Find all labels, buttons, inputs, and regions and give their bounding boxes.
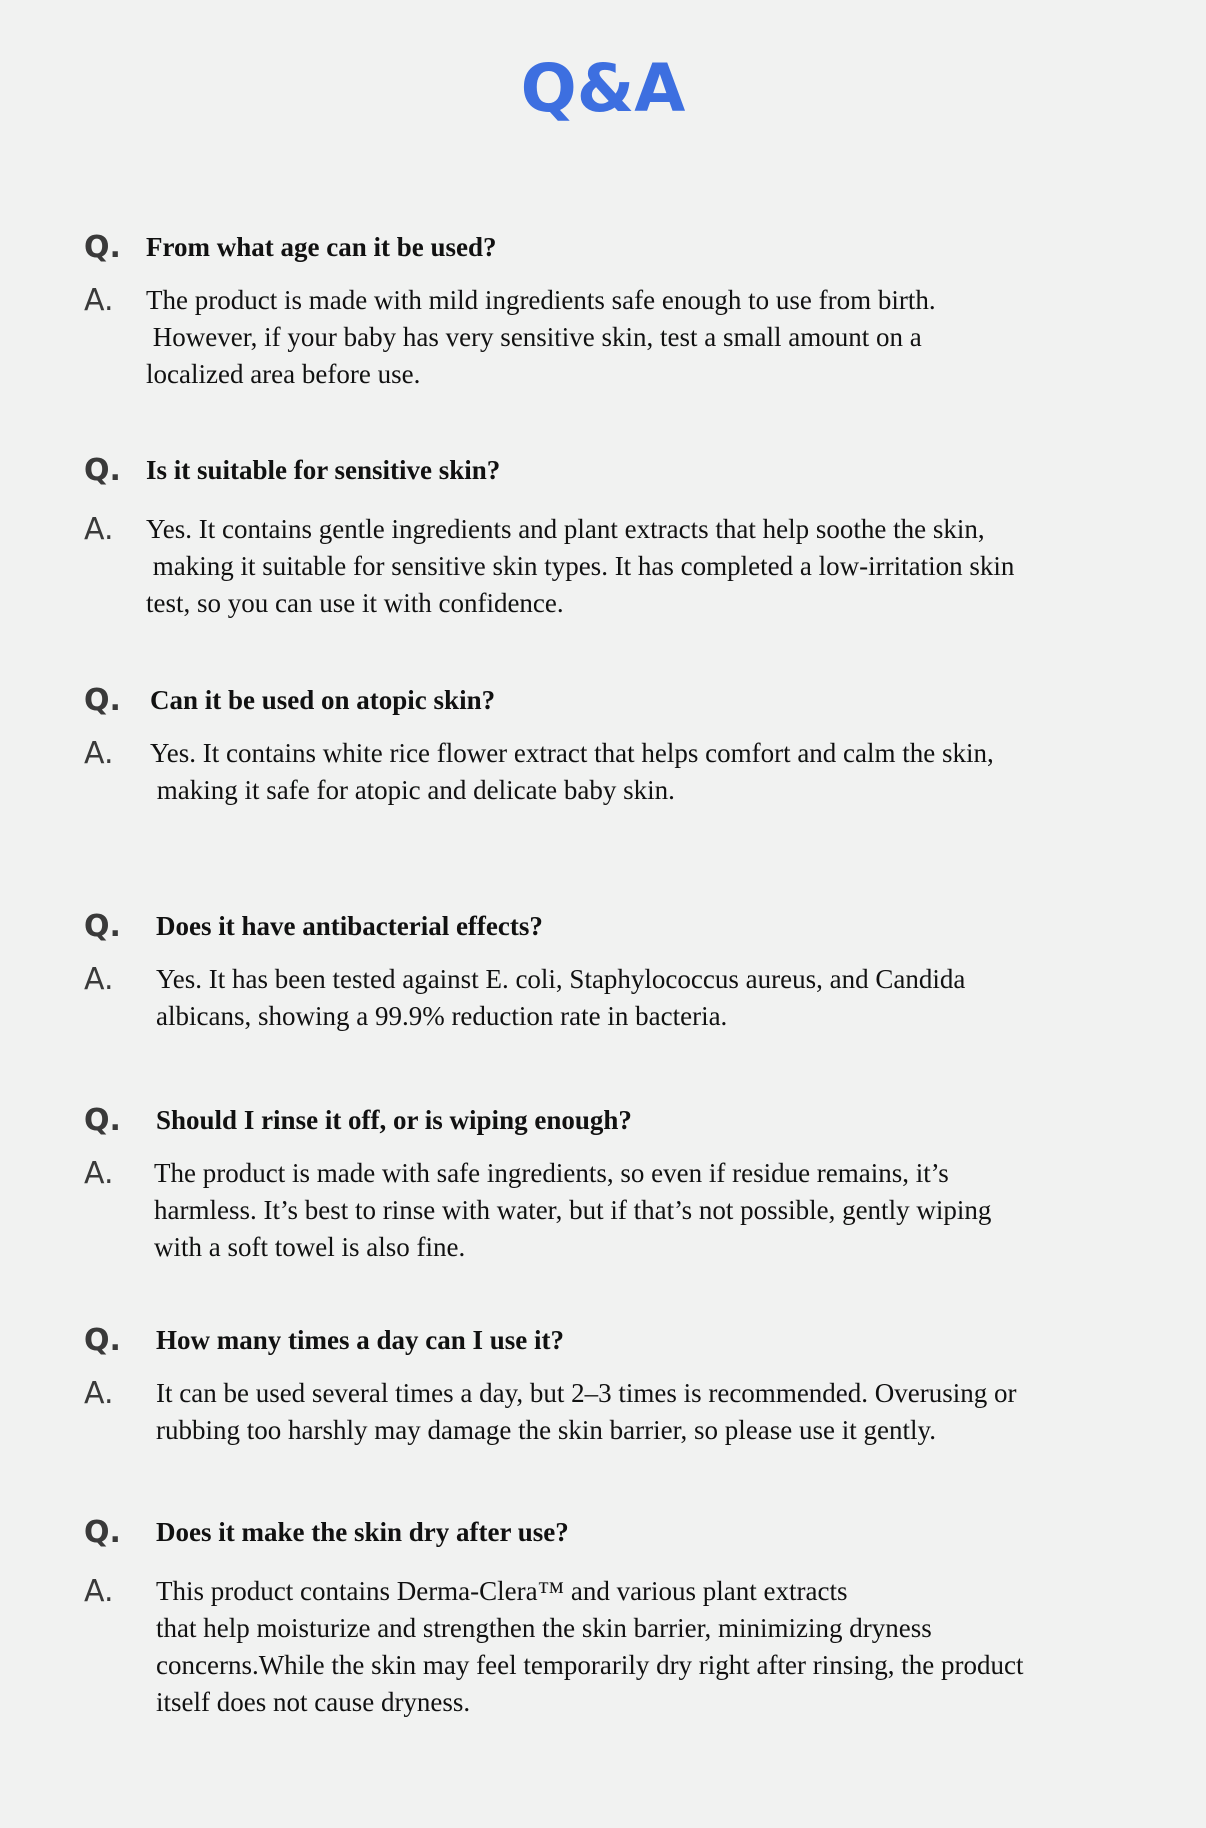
question-marker: Q. bbox=[84, 1103, 121, 1138]
qa-item-4 bbox=[84, 908, 1144, 1035]
question-marker: Q. bbox=[84, 1323, 121, 1358]
question-text: Should I rinse it off, or is wiping enough? bbox=[156, 1105, 632, 1135]
answer-marker: A. bbox=[84, 512, 114, 547]
answer-marker: A. bbox=[84, 1376, 114, 1411]
question-text: From what age can it be used? bbox=[146, 232, 497, 262]
question-text: Does it have antibacterial effects? bbox=[156, 911, 543, 941]
answer-text: Yes. It contains gentle ingredients and plant extracts that help soothe the skin, making it suitable for sensitive skin types. It has completed a low-irritation skin test, so you can use it with confidence. bbox=[146, 514, 1015, 618]
page-title: Q&A bbox=[520, 50, 686, 127]
answer-text: It can be used several times a day, but 2–3 times is recommended. Overusing or rubbing too harshly may damage the skin barrier, so please use it gently. bbox=[156, 1378, 1017, 1445]
answer-text: This product contains Derma-Clera™ and various plant extracts that help moisturize and strengthen the skin barrier, minimizing dryness concerns.While the skin may feel temporarily dry right after rinsing, the product itself does not cause dryness. bbox=[156, 1576, 1024, 1717]
answer-marker: A. bbox=[84, 736, 114, 771]
answer-text: The product is made with mild ingredients safe enough to use from birth. However, if your baby has very sensitive skin, test a small amount on a localized area before use. bbox=[146, 285, 936, 389]
question-text: Is it suitable for sensitive skin? bbox=[146, 455, 501, 485]
answer-text: The product is made with safe ingredients, so even if residue remains, it’s harmless. It’s best to rinse with water, but if that’s not possible, gently wiping with a soft towel is also fine. bbox=[154, 1158, 992, 1262]
answer-marker: A. bbox=[84, 283, 114, 318]
question-text: Does it make the skin dry after use? bbox=[156, 1517, 569, 1547]
qa-item-3 bbox=[84, 682, 1144, 809]
qa-item-2 bbox=[84, 452, 1144, 622]
answer-text: Yes. It contains white rice flower extract that helps comfort and calm the skin, making it safe for atopic and delicate baby skin. bbox=[150, 738, 994, 805]
question-text: How many times a day can I use it? bbox=[156, 1325, 565, 1355]
answer-marker: A. bbox=[84, 1156, 114, 1191]
question-marker: Q. bbox=[84, 230, 121, 265]
qa-item-7 bbox=[84, 1514, 1144, 1721]
question-marker: Q. bbox=[84, 909, 121, 944]
question-text: Can it be used on atopic skin? bbox=[150, 685, 496, 715]
question-marker: Q. bbox=[84, 1515, 121, 1550]
question-marker: Q. bbox=[84, 453, 121, 488]
question-marker: Q. bbox=[84, 683, 121, 718]
answer-text: Yes. It has been tested against E. coli, Staphylococcus aureus, and Candida albicans, showing a 99.9% reduction rate in bacteria. bbox=[156, 964, 966, 1031]
answer-marker: A. bbox=[84, 962, 114, 997]
qa-item-1 bbox=[84, 229, 1144, 393]
answer-marker: A. bbox=[84, 1574, 114, 1609]
qa-item-6 bbox=[84, 1322, 1144, 1449]
qa-item-5 bbox=[84, 1102, 1144, 1266]
